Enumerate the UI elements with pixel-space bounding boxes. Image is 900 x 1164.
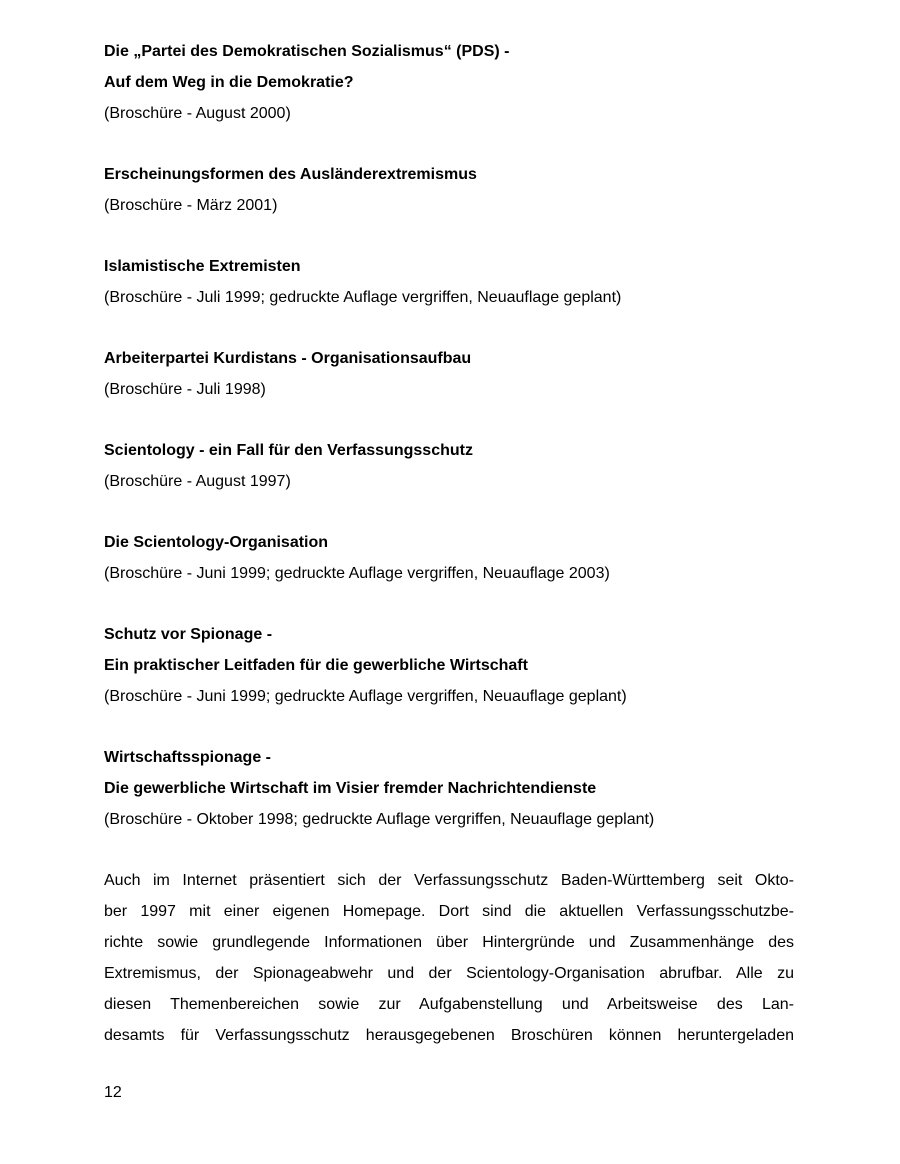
publication-entry (104, 36, 794, 129)
publication-entry (104, 527, 794, 589)
publication-title-line: Schutz vor Spionage - (104, 626, 273, 643)
publication-title-line: Wirtschaftsspionage - (104, 749, 271, 766)
publication-title-line: Scientology - ein Fall für den Verfassungsschutz (104, 442, 473, 459)
publication-entry (104, 742, 794, 835)
publication-title-line: Auf dem Weg in die Demokratie? (104, 74, 354, 91)
publication-title-line: Islamistische Extremisten (104, 258, 301, 275)
publication-subtitle: (Broschüre - Juni 1999; gedruckte Auflage vergriffen, Neuauflage geplant) (104, 688, 627, 705)
publication-entry (104, 343, 794, 405)
paragraph-line: ber 1997 mit einer eigenen Homepage. Dort sind die aktuellen Verfassungsschutzbe- (104, 903, 794, 920)
publication-subtitle: (Broschüre - Juli 1999; gedruckte Auflage vergriffen, Neuauflage geplant) (104, 289, 622, 306)
publication-title-line: Arbeiterpartei Kurdistans - Organisationsaufbau (104, 350, 472, 367)
publication-subtitle: (Broschüre - Juli 1998) (104, 381, 266, 398)
publication-entry (104, 251, 794, 313)
publication-subtitle: (Broschüre - März 2001) (104, 197, 278, 214)
publication-title-line: Ein praktischer Leitfaden für die gewerbliche Wirtschaft (104, 657, 528, 674)
publication-entry (104, 159, 794, 221)
publication-entry (104, 619, 794, 712)
paragraph-line: diesen Themenbereichen sowie zur Aufgabenstellung und Arbeitsweise des Lan- (104, 996, 794, 1013)
paragraph-line: Extremismus, der Spionageabwehr und der Scientology-Organisation abrufbar. Alle zu (104, 965, 794, 982)
publication-subtitle: (Broschüre - August 2000) (104, 105, 291, 122)
page-number: 12 (104, 1084, 122, 1101)
publication-title-line: Die „Partei des Demokratischen Sozialismus“ (PDS) - (104, 43, 510, 60)
body-paragraph (104, 865, 794, 1051)
publication-subtitle: (Broschüre - August 1997) (104, 473, 291, 490)
paragraph-line: desamts für Verfassungsschutz herausgegebenen Broschüren können heruntergeladen (104, 1027, 794, 1044)
publication-title-line: Erscheinungsformen des Ausländerextremismus (104, 166, 477, 183)
publication-entry (104, 435, 794, 497)
publication-title-line: Die gewerbliche Wirtschaft im Visier fremder Nachrichtendienste (104, 780, 597, 797)
paragraph-line: Auch im Internet präsentiert sich der Verfassungsschutz Baden-Württemberg seit Okto- (104, 872, 794, 889)
publication-title-line: Die Scientology-Organisation (104, 534, 329, 551)
publication-subtitle: (Broschüre - Oktober 1998; gedruckte Auflage vergriffen, Neuauflage geplant) (104, 811, 655, 828)
publication-subtitle: (Broschüre - Juni 1999; gedruckte Auflage vergriffen, Neuauflage 2003) (104, 565, 610, 582)
paragraph-line: richte sowie grundlegende Informationen über Hintergründe und Zusammenhänge des (104, 934, 794, 951)
